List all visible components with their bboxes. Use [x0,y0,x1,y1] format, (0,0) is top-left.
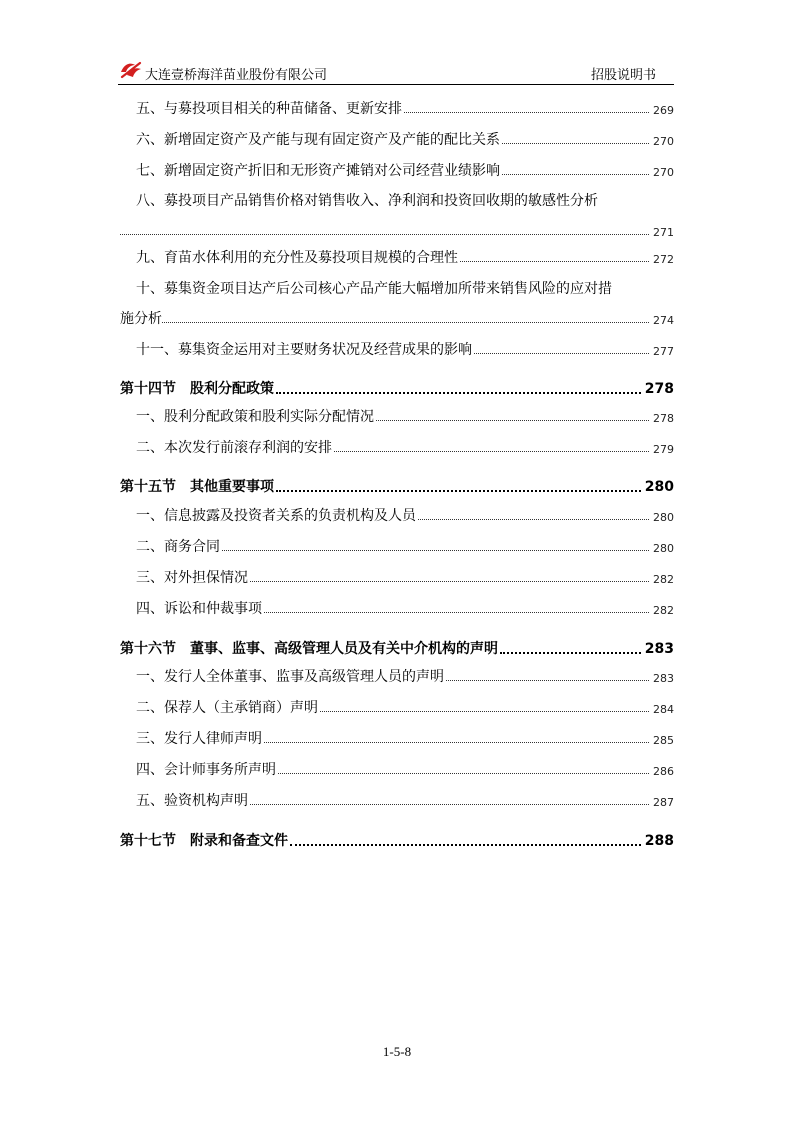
toc-page-number: 280 [653,542,674,555]
toc-page-number: 282 [653,604,674,617]
toc-entry-title: 二、本次发行前滚存利润的安排 [136,440,332,456]
dot-leader [460,260,649,262]
toc-page-number: 274 [653,314,674,327]
dot-leader [290,843,641,846]
toc-entry-title: 第十五节 其他重要事项 [120,479,274,495]
dot-leader [276,489,641,492]
toc-page-number: 278 [644,381,674,397]
dot-leader [502,142,649,144]
dot-leader [264,741,649,743]
toc-entry[interactable] [136,565,674,587]
dot-leader [376,419,649,421]
toc-entry-title: 第十四节 股利分配政策 [120,381,274,397]
dot-leader [404,111,649,113]
toc-section-entry[interactable] [120,636,674,658]
dot-leader [500,651,641,654]
toc-entry-title: 三、发行人律师声明 [136,731,262,747]
toc-section-entry[interactable] [120,376,674,398]
toc-entry-title: 四、会计师事务所声明 [136,762,276,778]
toc-entry[interactable] [136,158,674,180]
dot-leader [418,518,649,520]
toc-page-number: 269 [653,104,674,117]
toc-page-number: 270 [653,166,674,179]
toc-page-number: 283 [644,641,674,657]
dot-leader [250,803,649,805]
dot-leader [250,580,649,582]
dot-leader [264,611,649,613]
toc-entry-title: 五、与募投项目相关的种苗储备、更新安排 [136,101,402,117]
toc-entry-title: 六、新增固定资产及产能与现有固定资产及产能的配比关系 [136,132,500,148]
dot-leader [276,391,641,394]
toc-entry-title: 施分析 [120,311,162,327]
dot-leader [320,710,649,712]
toc-entry-title: 第十六节 董事、监事、高级管理人员及有关中介机构的声明 [120,641,498,657]
dot-leader [446,679,649,681]
page-header [118,58,674,85]
toc-entry[interactable] [136,757,674,779]
toc-page-number: 270 [653,135,674,148]
toc-entry[interactable] [136,503,674,525]
toc-page-number: 288 [644,833,674,849]
toc-entry[interactable] [136,726,674,748]
toc-entry-title: 九、育苗水体利用的充分性及募投项目规模的合理性 [136,250,458,266]
toc-entry-title: 十一、募集资金运用对主要财务状况及经营成果的影响 [136,342,472,358]
toc-entry[interactable] [136,788,674,810]
toc-entry[interactable] [136,127,674,149]
toc-entry-title: 三、对外担保情况 [136,570,248,586]
toc-entry-title: 第十七节 附录和备查文件 [120,833,288,849]
toc-page-number: 280 [653,511,674,524]
toc-entry[interactable] [120,218,674,240]
toc-entry[interactable] [136,276,674,298]
toc-page-number: 280 [644,479,674,495]
toc-entry-title: 四、诉讼和仲裁事项 [136,601,262,617]
document-title: 招股说明书 [590,68,656,83]
toc-entry[interactable] [136,435,674,457]
dot-leader [474,352,649,354]
toc-entry-title: 一、股利分配政策和股利实际分配情况 [136,409,374,425]
toc-entry-title: 一、信息披露及投资者关系的负责机构及人员 [136,508,416,524]
toc-entry-title: 一、发行人全体董事、监事及高级管理人员的声明 [136,669,444,685]
toc-page-number: 279 [653,443,674,456]
toc-page-number: 283 [653,672,674,685]
company-logo-icon [118,59,144,81]
dot-leader [222,549,649,551]
dot-leader [502,173,649,175]
toc-page-number: 272 [653,253,674,266]
toc-page-number: 271 [653,226,674,239]
toc-entry[interactable] [120,306,674,328]
toc-page-number: 284 [653,703,674,716]
toc-page-number: 286 [653,765,674,778]
toc-entry[interactable] [136,188,674,210]
toc-entry[interactable] [136,695,674,717]
toc-entry[interactable] [136,404,674,426]
dot-leader [334,450,649,452]
toc-entry-title: 八、募投项目产品销售价格对销售收入、净利润和投资回收期的敏感性分析 [136,193,598,209]
page-number: 1-5-8 [382,1044,412,1059]
toc-entry[interactable] [136,96,674,118]
toc-page-number: 287 [653,796,674,809]
toc-entry[interactable] [136,664,674,686]
toc-entry[interactable] [136,245,674,267]
dot-leader [120,233,649,235]
toc-page-number: 278 [653,412,674,425]
toc-entry-title: 十、募集资金项目达产后公司核心产品产能大幅增加所带来销售风险的应对措 [136,281,612,297]
toc-section-entry[interactable] [120,474,674,496]
toc-entry[interactable] [136,596,674,618]
toc-entry-title: 二、商务合同 [136,539,220,555]
toc-entry[interactable] [136,534,674,556]
dot-leader [162,321,649,323]
toc-page-number: 285 [653,734,674,747]
company-name: 大连壹桥海洋苗业股份有限公司 [145,68,328,83]
toc-section-entry[interactable] [120,828,674,850]
dot-leader [278,772,649,774]
toc-entry-title: 七、新增固定资产折旧和无形资产摊销对公司经营业绩影响 [136,163,500,179]
toc-entry-title: 五、验资机构声明 [136,793,248,809]
toc-page-number: 282 [653,573,674,586]
toc-entry[interactable] [136,337,674,359]
toc-page-number: 277 [653,345,674,358]
toc-entry-title: 二、保荐人（主承销商）声明 [136,700,318,716]
